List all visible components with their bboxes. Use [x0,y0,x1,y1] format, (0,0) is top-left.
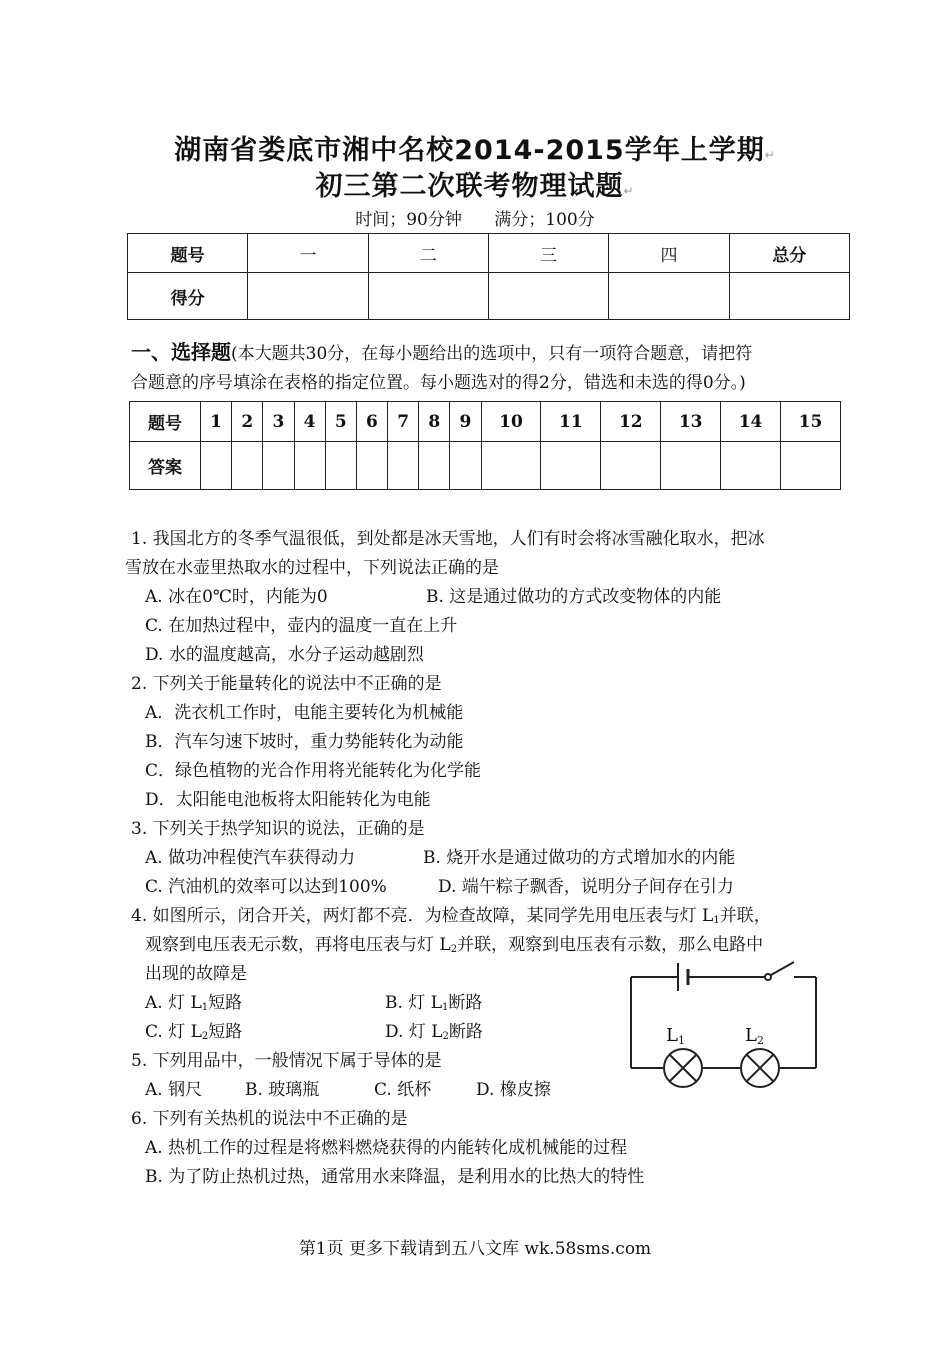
q4-option-a: A. 灯 $L_1$短路 [145,993,243,1013]
answer-empty-cell [263,442,294,490]
q3-option-a: A. 做功冲程使汽车获得动力 [145,848,356,868]
q3-option-b: B. 烧开水是通过做功的方式增加水的内能 [423,848,736,868]
section1-heading: 一、选择题 [131,340,231,364]
q6-option-b: B. 为了防止热机过热，通常用水来降温，是利用水的比热大的特性 [145,1167,645,1187]
q1-stem-line2: 雪放在水壶里热取水的过程中，下列说法正确的是 [125,558,499,578]
answer-number-cell: 6 [356,402,387,442]
time-and-score-info: 时间；90分钟 满分；100分 [355,210,595,230]
answer-number-cell: 14 [721,402,781,442]
answer-empty-cell [661,442,721,490]
q5-option-c: C. 纸杯 [374,1080,432,1100]
paragraph-mark: ↵ [764,148,776,162]
lamp1-label: L1 [666,1025,685,1047]
paragraph-mark: ↵ [623,184,635,198]
q4-option-c: C. 灯 $L_2$短路 [145,1022,243,1042]
answer-number-cell: 3 [263,402,294,442]
score-header-cell: 四 [609,234,729,273]
q2-option-b: B．汽车匀速下坡时，重力势能转化为动能 [145,732,464,752]
answer-empty-cell [541,442,601,490]
score-header-cell: 三 [488,234,608,273]
q1-option-d: D. 水的温度越高，水分子运动越剧烈 [145,645,424,665]
q4-stem-line1: 4. 如图所示，闭合开关，两灯都不亮．为检查故障，某同学先用电压表与灯 $L_1$并联， [131,906,771,926]
answer-number-cell: 5 [325,402,356,442]
section1-instructions: 一、选择题(本大题共30分，在每小题给出的选项中，只有一项符合题意，请把符 合题意的序号填涂在表格的指定位置。每小题选对的得2分，错选和未选的得0分。) [131,340,753,393]
answer-number-cell: 2 [232,402,263,442]
exam-title-line2: 初三第二次联考物理试题↵ [315,171,635,202]
q6-option-a: A. 热机工作的过程是将燃料燃烧获得的内能转化成机械能的过程 [145,1138,628,1158]
circuit-diagram [620,955,830,1100]
exam-title-line1: 湖南省娄底市湘中名校2014-2015学年上学期↵ [174,135,776,166]
q6-stem: 6. 下列有关热机的说法中不正确的是 [131,1109,408,1129]
answer-empty-cell [721,442,781,490]
q1-option-b: B. 这是通过做功的方式改变物体的内能 [426,587,722,607]
answer-empty-cell [419,442,450,490]
q4-stem-line2: 观察到电压表无示数，再将电压表与灯 $L_2$并联，观察到电压表有示数，那么电路中 [145,935,764,955]
answer-empty-cell [294,442,325,490]
score-empty-cell [729,273,849,320]
answer-number-cell: 11 [541,402,601,442]
q5-stem: 5. 下列用品中，一般情况下属于导体的是 [131,1051,442,1071]
q3-stem: 3. 下列关于热学知识的说法，正确的是 [131,819,425,839]
switch-lever [771,962,794,975]
answer-number-cell: 15 [781,402,841,442]
q1-stem-line1: 1. 我国北方的冬季气温很低，到处都是冰天雪地，人们有时会将冰雪融化取水，把冰 [131,529,765,549]
q4-option-d: D. 灯 $L_2$断路 [385,1022,483,1042]
q4-stem-line3: 出现的故障是 [145,964,247,984]
q2-option-d: D．太阳能电池板将太阳能转化为电能 [145,790,431,810]
q5-option-b: B. 玻璃瓶 [245,1080,320,1100]
score-header-cell: 题号 [128,234,248,273]
answer-empty-cell [232,442,263,490]
page-footer: 第1页 更多下载请到五八文库 wk.58sms.com [298,1239,652,1259]
q1-option-a: A. 冰在0℃时，内能为0 [145,587,328,607]
answer-empty-cell [781,442,841,490]
lamp2-label: L2 [745,1025,764,1047]
answer-number-cell: 8 [419,402,450,442]
q1-option-c: C. 在加热过程中，壶内的温度一直在上升 [145,616,458,636]
answer-empty-cell [601,442,661,490]
answer-label: 答案 [130,442,201,490]
score-table [127,233,850,320]
answer-empty-cell [450,442,481,490]
q3-option-c: C. 汽油机的效率可以达到100% [145,877,387,897]
answer-number-cell: 9 [450,402,481,442]
score-empty-cell [488,273,608,320]
answer-empty-cell [201,442,232,490]
answer-number-cell: 13 [661,402,721,442]
q2-stem: 2. 下列关于能量转化的说法中不正确的是 [131,674,442,694]
answer-empty-cell [356,442,387,490]
score-header-cell: 总分 [729,234,849,273]
score-empty-cell [609,273,729,320]
answer-empty-cell [388,442,419,490]
q2-option-c: C．绿色植物的光合作用将光能转化为化学能 [145,761,482,781]
score-header-cell: 一 [248,234,368,273]
answer-number-cell: 12 [601,402,661,442]
score-label-cell: 得分 [128,273,248,320]
q2-option-a: A．洗衣机工作时，电能主要转化为机械能 [145,703,464,723]
score-empty-cell [368,273,488,320]
switch-pivot [765,974,771,980]
q5-option-d: D. 橡皮擦 [476,1080,551,1100]
q5-option-a: A. 钢尺 [145,1080,203,1100]
q4-option-b: B. 灯 $L_1$断路 [385,993,483,1013]
answer-number-label: 题号 [130,402,201,442]
score-empty-cell [248,273,368,320]
score-header-cell: 二 [368,234,488,273]
answer-empty-cell [481,442,541,490]
answer-empty-cell [325,442,356,490]
answer-table [129,401,841,490]
answer-number-cell: 7 [388,402,419,442]
answer-number-cell: 10 [481,402,541,442]
q3-option-d: D. 端午粽子飘香，说明分子间存在引力 [438,877,734,897]
answer-number-cell: 1 [201,402,232,442]
answer-number-cell: 4 [294,402,325,442]
